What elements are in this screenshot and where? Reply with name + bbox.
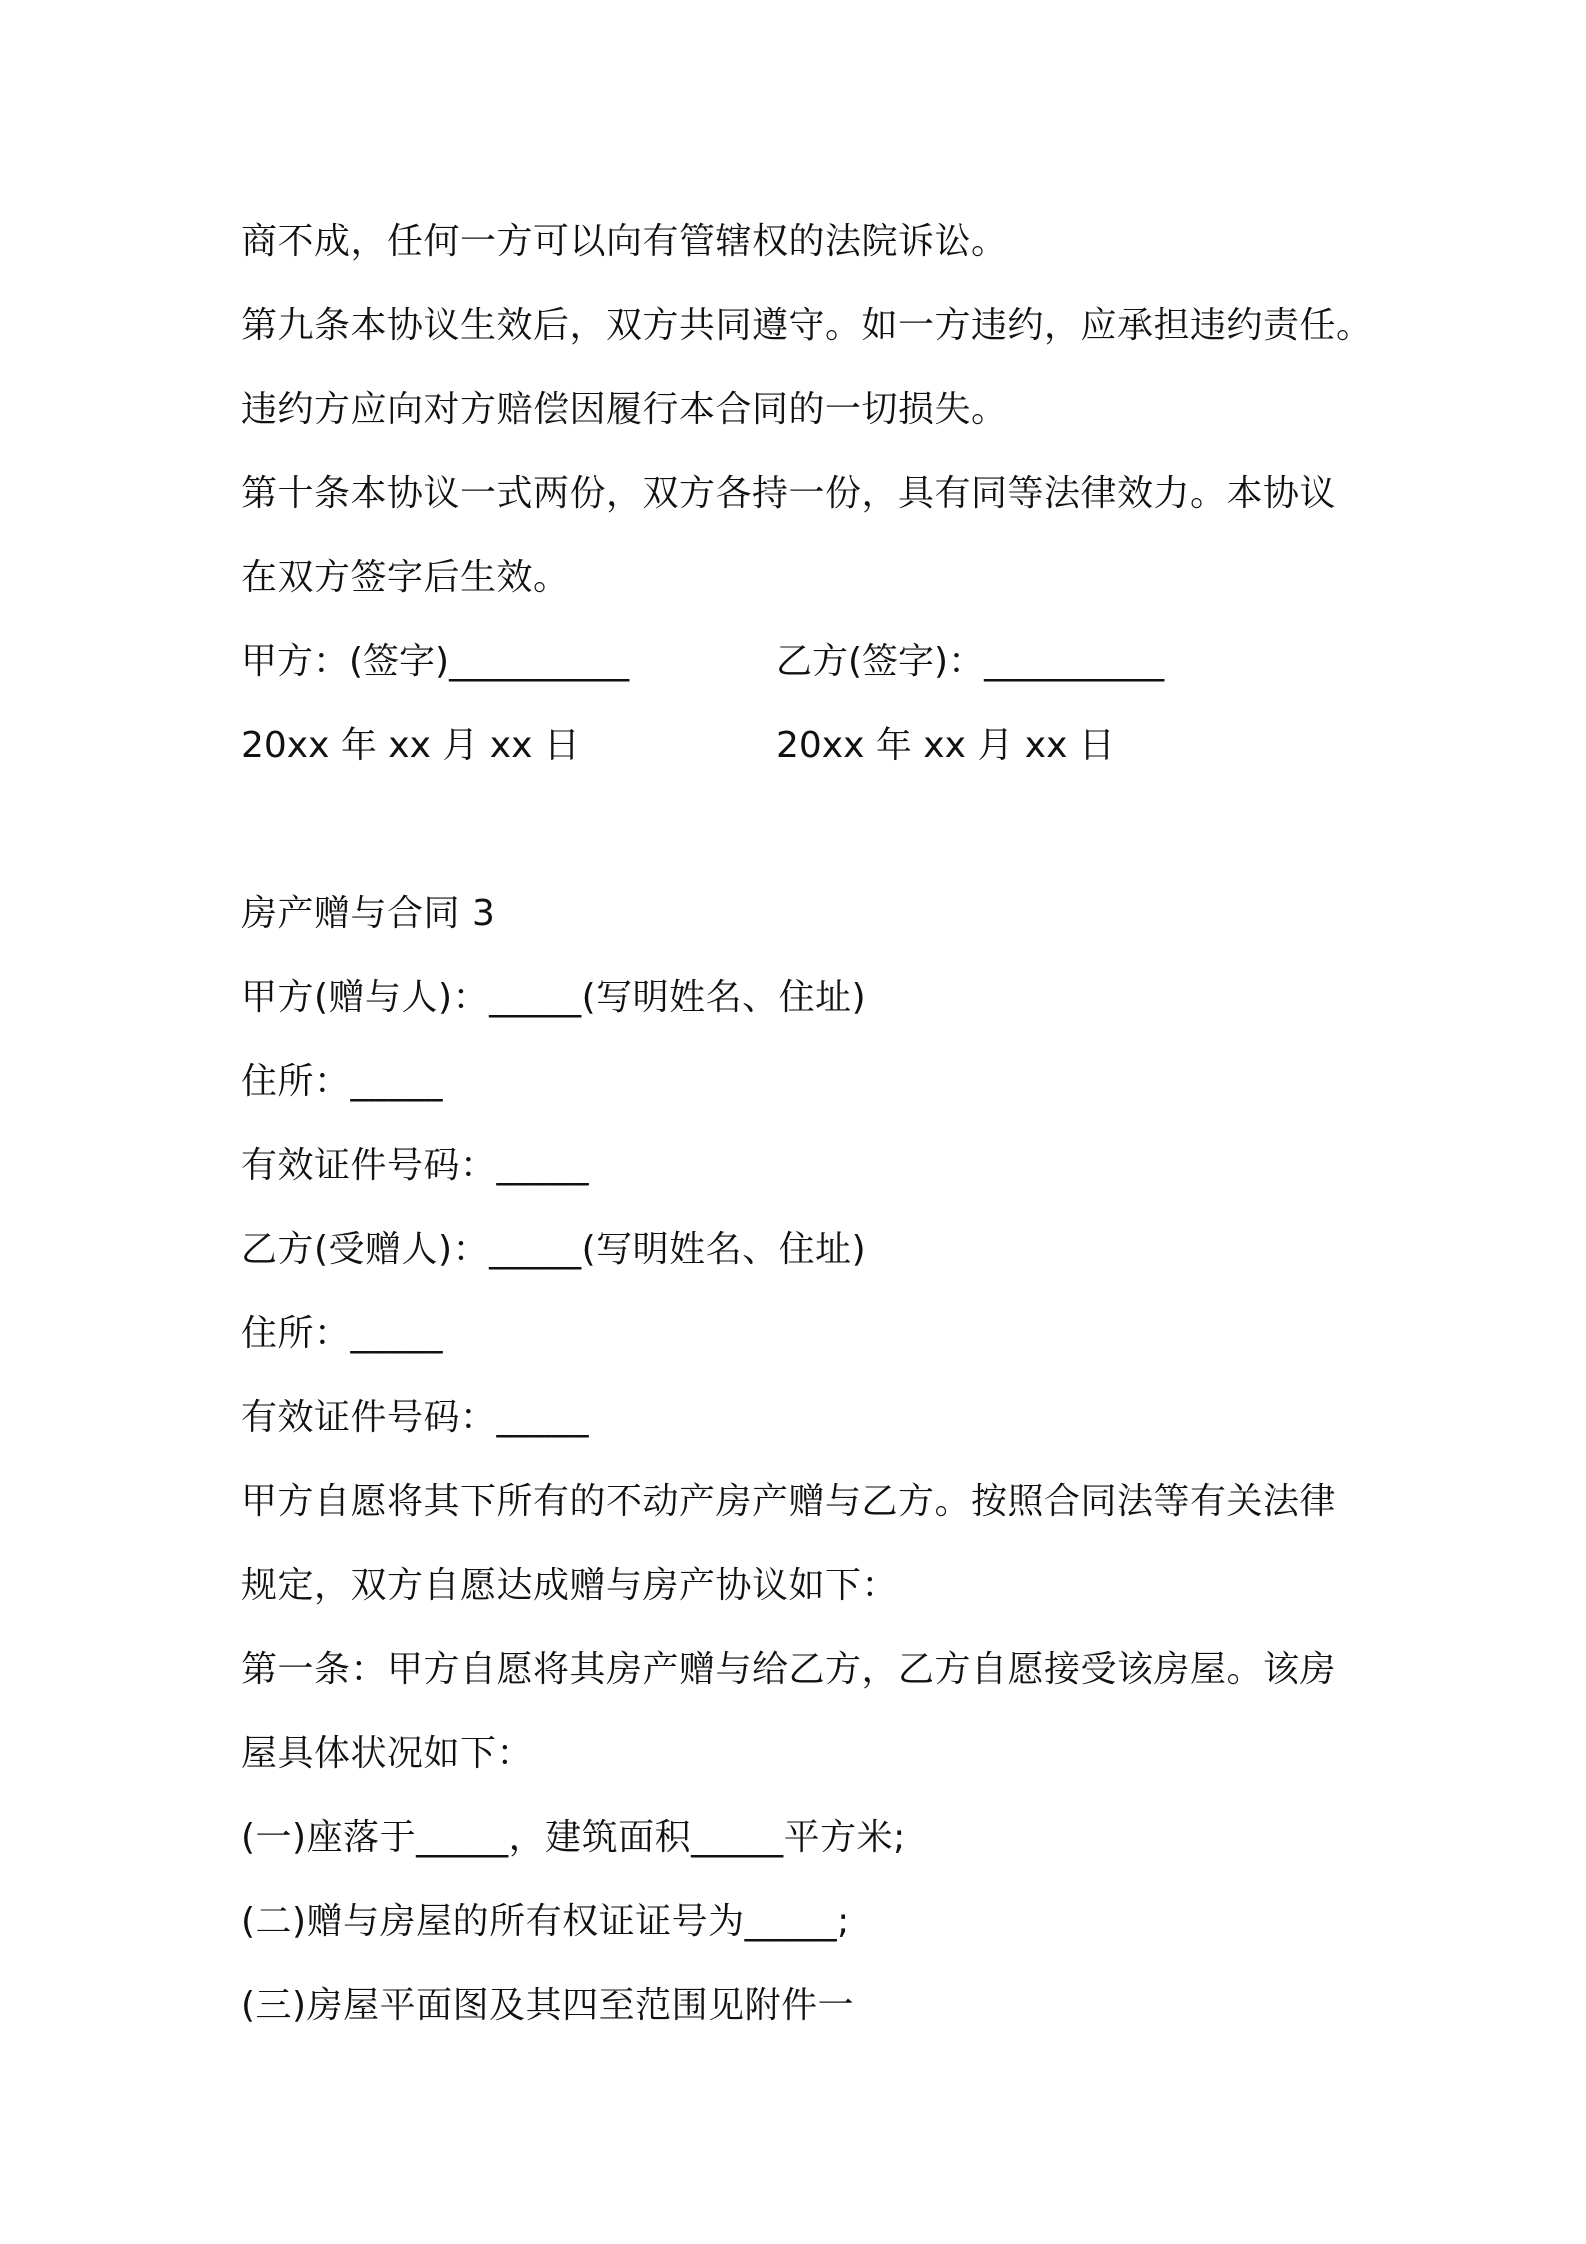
paragraph-line: 甲方(赠与人)：_____(写明姓名、住址) (241, 977, 867, 1018)
section-spacer (241, 788, 1361, 872)
paragraph-line: 有效证件号码：_____ (241, 1397, 590, 1438)
paragraph-line: (一)座落于_____，建筑面积_____平方米; (241, 1817, 906, 1858)
paragraph-line: 在双方签字后生效。 (241, 557, 570, 598)
contract-3-section (241, 872, 1361, 2048)
party-b-date: 20xx 年 xx 月 xx 日 (776, 725, 1115, 766)
paragraph-line: 乙方(受赠人)：_____(写明姓名、住址) (241, 1229, 867, 1270)
date-row (241, 704, 1361, 788)
signature-block (241, 620, 1361, 788)
paragraph-line: 有效证件号码：_____ (241, 1145, 590, 1186)
contract-title: 房产赠与合同 3 (241, 893, 496, 934)
paragraph-line: 商不成，任何一方可以向有管辖权的法院诉讼。 (241, 221, 1008, 262)
paragraph-line: 违约方应向对方赔偿因履行本合同的一切损失。 (241, 389, 1008, 430)
party-b-signature: 乙方(签字)：__________ (776, 641, 1165, 682)
party-a-signature: 甲方：(签字)__________ (241, 641, 630, 682)
signature-row (241, 620, 1361, 704)
paragraph-line: (三)房屋平面图及其四至范围见附件一 (241, 1985, 855, 2026)
paragraph-line: 规定，双方自愿达成赠与房产协议如下： (241, 1565, 899, 1606)
previous-contract-text (241, 200, 1373, 620)
paragraph-line: (二)赠与房屋的所有权证证号为_____; (241, 1901, 850, 1942)
party-a-date: 20xx 年 xx 月 xx 日 (241, 725, 580, 766)
paragraph-line: 甲方自愿将其下所有的不动产房产赠与乙方。按照合同法等有关法律 (241, 1481, 1337, 1522)
paragraph-line: 住所：_____ (241, 1313, 444, 1354)
paragraph-line: 第十条本协议一式两份，双方各持一份，具有同等法律效力。本协议 (241, 473, 1337, 514)
paragraph-line: 住所：_____ (241, 1061, 444, 1102)
document-page (241, 200, 1373, 2048)
paragraph-line: 第一条：甲方自愿将其房产赠与给乙方，乙方自愿接受该房屋。该房 (241, 1649, 1337, 1690)
paragraph-line: 屋具体状况如下： (241, 1733, 534, 1774)
paragraph-line: 第九条本协议生效后，双方共同遵守。如一方违约，应承担违约责任。 (241, 305, 1373, 346)
